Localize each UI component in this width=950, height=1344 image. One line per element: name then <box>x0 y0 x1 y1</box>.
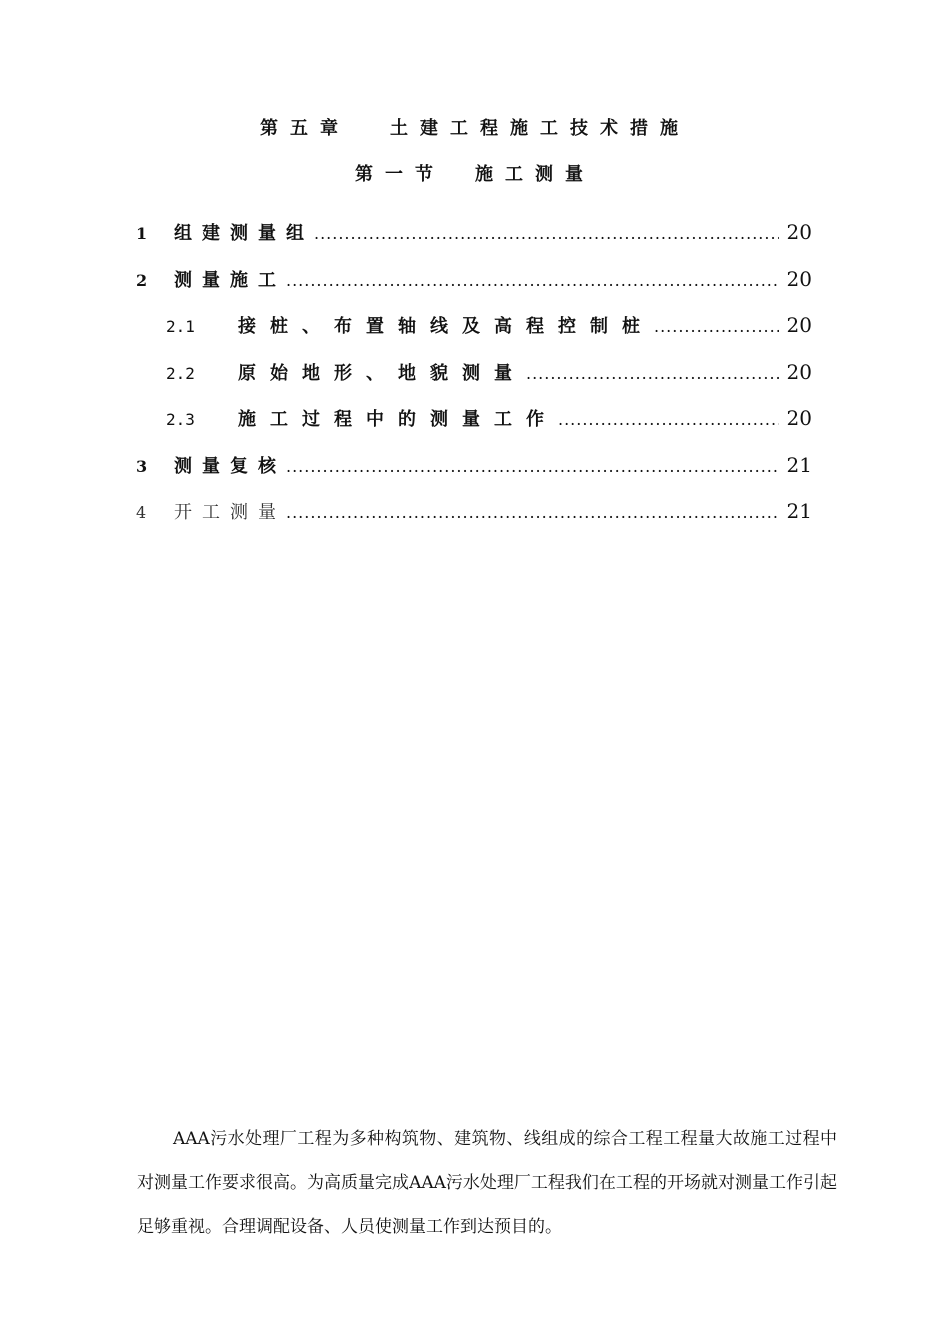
toc-entry-page: 21 <box>786 499 812 523</box>
toc-entry-label: 开工测量 <box>174 502 286 523</box>
toc-dot-leader <box>526 356 779 392</box>
toc-entry-page: 20 <box>786 406 812 430</box>
toc-entry-page: 20 <box>786 359 812 384</box>
table-of-contents <box>136 214 812 540</box>
toc-entry-page: 20 <box>786 313 812 337</box>
chapter-title: 土建工程施工技术措施 <box>390 118 690 139</box>
toc-entry-label: 接桩、布置轴线及高程控制桩 <box>238 316 654 337</box>
toc-entry-number: 3 <box>136 456 148 476</box>
toc-subentry[interactable] <box>136 400 812 447</box>
toc-entry-number: 4 <box>136 503 147 522</box>
toc-dot-leader <box>654 309 779 345</box>
toc-entry-number: 1 <box>136 224 148 243</box>
toc-subentry[interactable] <box>136 307 812 354</box>
toc-entry-label: 测量复核 <box>174 455 286 477</box>
chapter-heading <box>0 114 950 140</box>
toc-entry[interactable] <box>136 493 812 540</box>
toc-entry[interactable] <box>136 214 812 261</box>
toc-entry[interactable] <box>136 447 812 494</box>
toc-entry-page: 21 <box>786 452 812 477</box>
toc-dot-leader <box>286 449 779 485</box>
section-number: 第一节 <box>355 164 445 185</box>
toc-dot-leader <box>286 263 779 299</box>
toc-entry-number: 2.3 <box>166 410 195 429</box>
toc-entry-number: 2.1 <box>166 317 195 336</box>
section-heading <box>0 160 950 186</box>
toc-entry-label: 测量施工 <box>174 269 286 291</box>
toc-entry-label: 施工过程中的测量工作 <box>238 409 558 430</box>
chapter-number: 第五章 <box>260 118 350 139</box>
toc-entry-number: 2.2 <box>166 363 195 383</box>
toc-entry-label: 原始地形、地貌测量 <box>238 362 526 384</box>
intro-paragraph: AAA污水处理厂工程为多种构筑物、建筑物、线组成的综合工程工程量大故施工过程中对测量工作要求很高。为高质量完成AAA污水处理厂工程我们在工程的开场就对测量工作引起足够重视。合理调配设备、人员使测量工作到达预目的。 <box>137 1129 837 1237</box>
toc-subentry[interactable] <box>136 354 812 401</box>
toc-entry-label: 组建测量组 <box>174 223 314 244</box>
section-title: 施工测量 <box>475 164 595 185</box>
toc-dot-leader <box>314 216 779 252</box>
toc-dot-leader <box>286 495 779 531</box>
toc-entry-number: 2 <box>136 270 148 290</box>
toc-entry-page: 20 <box>786 266 812 291</box>
toc-entry-page: 20 <box>786 220 812 244</box>
toc-dot-leader <box>558 402 779 438</box>
toc-entry[interactable] <box>136 261 812 308</box>
